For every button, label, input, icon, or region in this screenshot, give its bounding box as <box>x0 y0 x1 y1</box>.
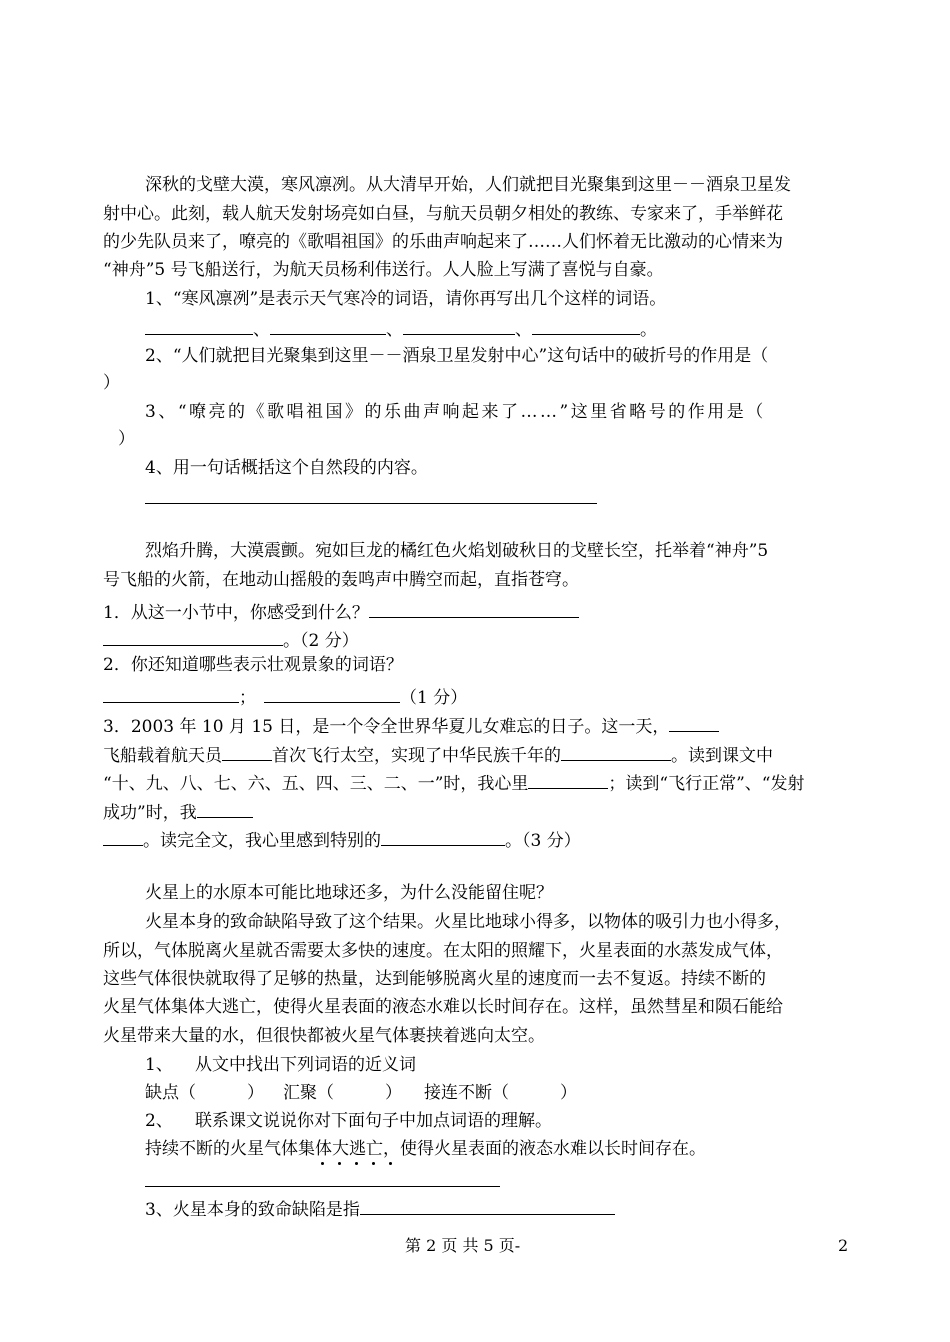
p2-q2-answer-row <box>103 686 467 707</box>
p3-line-3: 这些气体很快就取得了足够的热量，达到能够脱离火星的速度而一去不复返。持续不断的 <box>103 969 766 989</box>
p1-q4-answer-row <box>145 487 597 508</box>
p2-q3-line-2 <box>103 744 773 765</box>
answer-blank[interactable] <box>145 487 597 504</box>
separator: ； <box>239 688 256 708</box>
answer-blank[interactable] <box>145 318 253 335</box>
p1-question-1: 1、“寒风凛冽”是表示天气寒冷的词语，请你再写出几个这样的词语。 <box>145 289 667 309</box>
text: 。读到课文中 <box>671 746 773 766</box>
p3-question-2: 联系课文说说你对下面句子中加点词语的理解。 <box>195 1111 552 1131</box>
score: （1 分） <box>400 688 468 708</box>
separator: 、 <box>253 320 270 340</box>
p3-quoted-sentence: 持续不断的火星气体集体大逃亡，使得火星表面的液态水难以长时间存在。 <box>145 1139 706 1159</box>
emphasis-dot <box>355 1162 358 1165</box>
p3-line-1: 火星本身的致命缺陷导致了这个结果。火星比地球小得多，以物体的吸引力也小得多， <box>145 912 791 932</box>
p1-line-4: “神舟”5 号飞船送行，为航天员杨利伟送行。人人脸上写满了喜悦与自豪。 <box>103 260 664 280</box>
p3-title: 火星上的水原本可能比地球还多，为什么没能留住呢？ <box>145 883 553 903</box>
p2-line-2: 号飞船的火箭，在地动山摇般的轰鸣声中腾空而起，直指苍穹。 <box>103 570 579 590</box>
text: 。（3 分） <box>505 831 581 851</box>
p1-question-2-close: ） <box>103 373 120 393</box>
p2-q3-line-3 <box>103 772 804 793</box>
page-number: 2 <box>838 1236 849 1255</box>
answer-blank[interactable] <box>145 1170 500 1187</box>
question-text: 1．从这一小节中，你感受到什么？ <box>103 603 369 623</box>
period: 。 <box>640 320 657 340</box>
p3-word-1: 缺点（ ） <box>145 1083 264 1103</box>
p3-word-3: 接连不断（ ） <box>424 1083 577 1103</box>
score: 。（2 分） <box>283 631 359 651</box>
emphasis-dot <box>338 1162 341 1165</box>
answer-blank[interactable] <box>264 686 400 703</box>
question-text: 3、火星本身的致命缺陷是指 <box>145 1200 360 1220</box>
answer-blank[interactable] <box>360 1198 615 1215</box>
separator: 、 <box>386 320 403 340</box>
answer-blank[interactable] <box>669 715 719 732</box>
p3-question-3 <box>145 1198 615 1219</box>
emphasis-dot <box>321 1162 324 1165</box>
p1-line-3: 的少先队员来了，嘹亮的《歌唱祖国》的乐曲声响起来了……人们怀着无比激动的心情来为 <box>103 232 783 252</box>
answer-blank[interactable] <box>532 318 640 335</box>
answer-blank[interactable] <box>369 601 579 618</box>
p3-q1-number: 1、 <box>145 1055 173 1075</box>
p3-line-5: 火星带来大量的水，但很快都被火星气体裹挟着逃向太空。 <box>103 1026 545 1046</box>
p3-question-1: 从文中找出下列词语的近义词 <box>195 1055 416 1075</box>
text: ；读到“飞行正常”、“发射 <box>608 774 805 794</box>
p3-q2-answer-row <box>145 1170 500 1191</box>
p1-line-1: 深秋的戈壁大漠，寒风凛冽。从大清早开始，人们就把目光聚集到这里－－酒泉卫星发 <box>145 175 791 195</box>
p3-word-2: 汇聚（ ） <box>283 1083 402 1103</box>
separator: 、 <box>515 320 532 340</box>
p3-line-2: 所以，气体脱离火星就否需要太多快的速度。在太阳的照耀下，火星表面的水蒸发成气体， <box>103 941 783 961</box>
p2-question-2: 2．你还知道哪些表示壮观景象的词语？ <box>103 655 403 675</box>
answer-blank[interactable] <box>103 829 143 846</box>
page-footer: 第 2 页 共 5 页- <box>405 1236 521 1255</box>
p2-q3-line-5 <box>103 829 581 850</box>
emphasis-dot <box>372 1162 375 1165</box>
p2-question-1 <box>103 601 579 622</box>
answer-blank[interactable] <box>528 772 608 789</box>
p1-line-2: 射中心。此刻，载人航天发射场亮如白昼，与航天员朝夕相处的教练、专家来了，手举鲜花 <box>103 204 783 224</box>
answer-blank[interactable] <box>403 318 515 335</box>
p1-question-3-close: ） <box>118 429 135 449</box>
emphasis-dot <box>389 1162 392 1165</box>
p2-q3-line-4 <box>103 801 253 822</box>
p3-q2-number: 2、 <box>145 1111 173 1131</box>
answer-blank[interactable] <box>561 744 671 761</box>
p2-question-3 <box>103 715 719 736</box>
p3-line-4: 火星气体集体大逃亡，使得火星表面的液态水难以长时间存在。这样，虽然彗星和陨石能给 <box>103 997 783 1017</box>
p2-line-1: 烈焰升腾，大漠震颤。宛如巨龙的橘红色火焰划破秋日的戈壁长空，托举着“神舟”5 <box>145 541 769 561</box>
text: 首次飞行太空，实现了中华民族千年的 <box>272 746 561 766</box>
p1-question-4: 4、用一句话概括这个自然段的内容。 <box>145 458 428 478</box>
question-text: 3．2003 年 10 月 15 日，是一个令全世界华夏儿女难忘的日子。这一天， <box>103 717 670 737</box>
answer-blank[interactable] <box>103 629 283 646</box>
p1-question-3: 3、“嘹亮的《歌唱祖国》的乐曲声响起来了……”这里省略号的作用是（ <box>145 402 766 422</box>
p1-q1-answer-row <box>145 318 657 339</box>
text: 成功”时，我 <box>103 803 197 823</box>
answer-blank[interactable] <box>103 686 239 703</box>
answer-blank[interactable] <box>222 744 272 761</box>
answer-blank[interactable] <box>381 829 505 846</box>
text: 飞船载着航天员 <box>103 746 222 766</box>
answer-blank[interactable] <box>197 801 253 818</box>
p1-question-2: 2、“人们就把目光聚集到这里－－酒泉卫星发射中心”这句话中的破折号的作用是（ <box>145 346 769 366</box>
answer-blank[interactable] <box>270 318 386 335</box>
p2-q1-answer-row <box>103 629 359 650</box>
text: 。读完全文，我心里感到特别的 <box>143 831 381 851</box>
text: “十、九、八、七、六、五、四、三、二、一”时，我心里 <box>103 774 529 794</box>
